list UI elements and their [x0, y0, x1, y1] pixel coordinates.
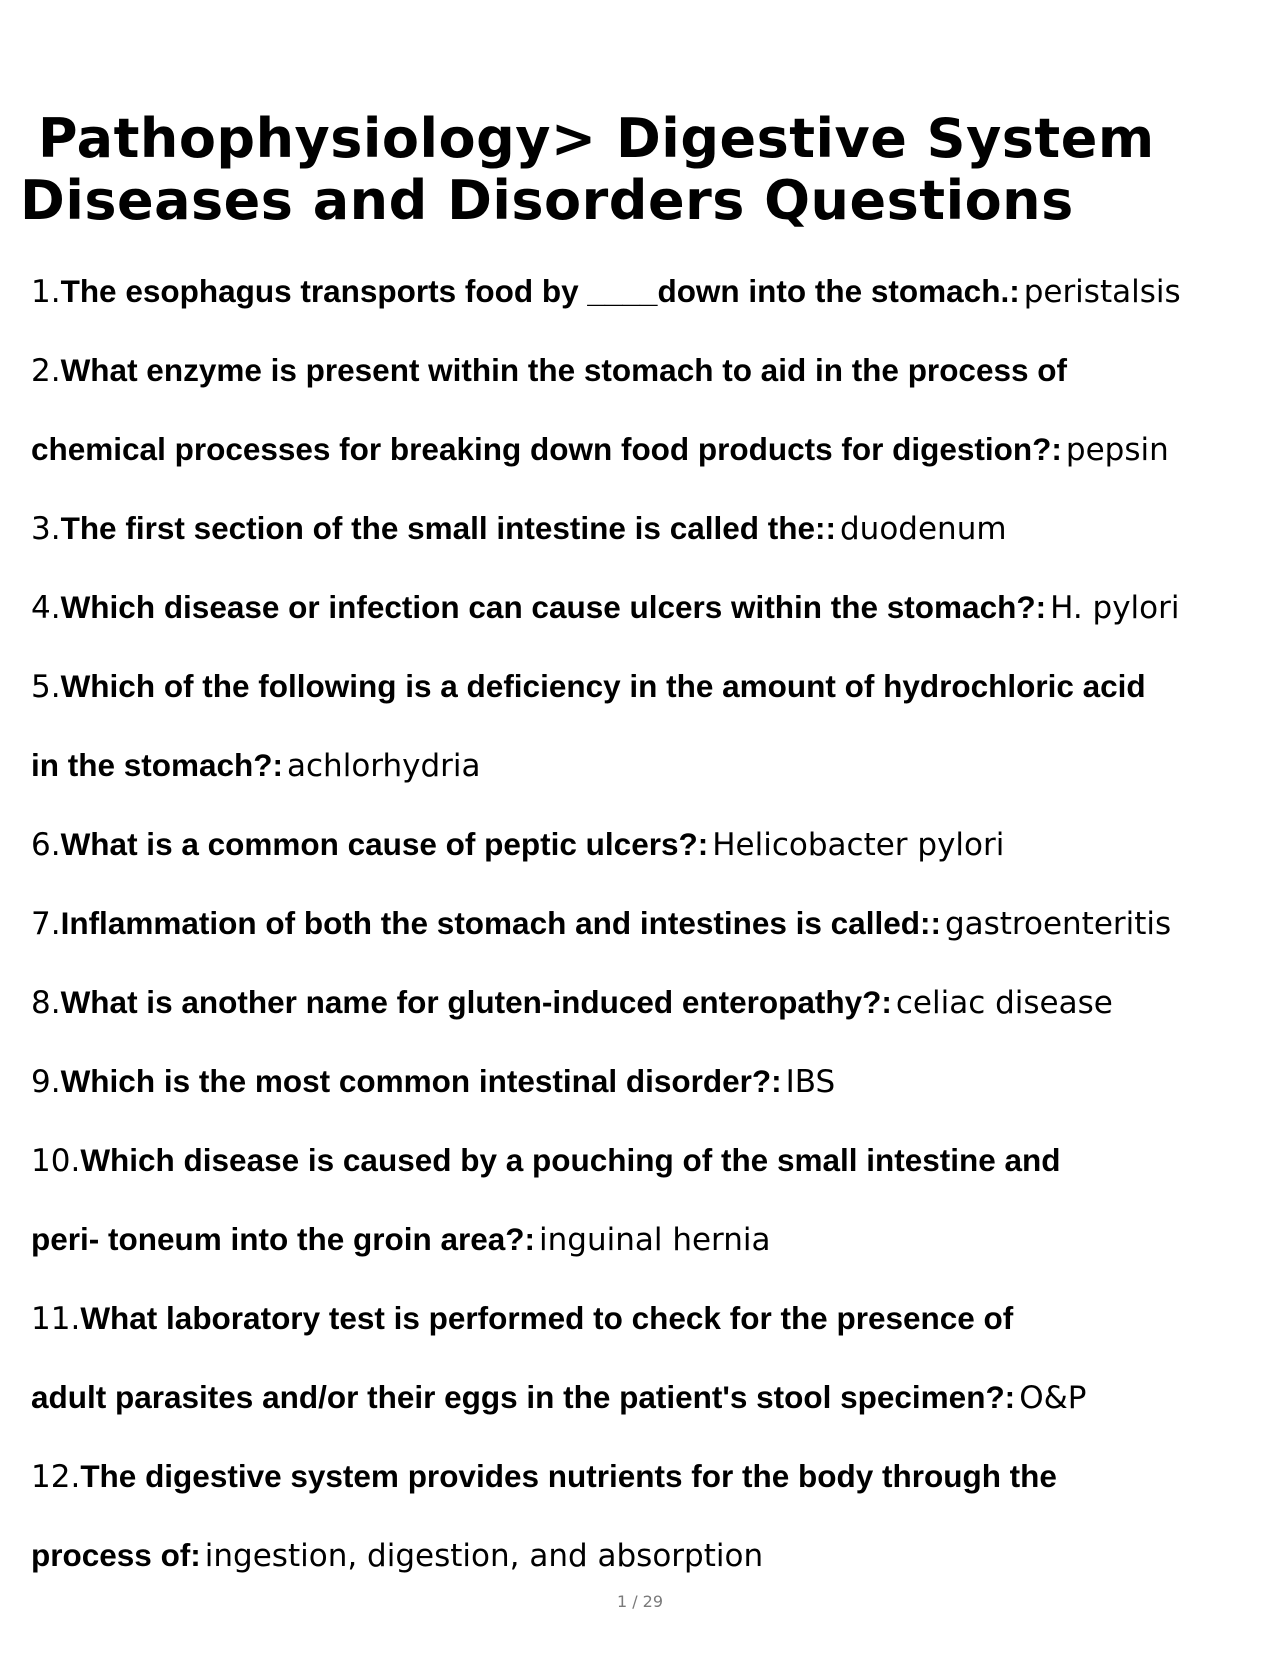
question-number: 9.	[31, 1064, 61, 1100]
answer-text: ingestion, digestion, and absorption	[204, 1538, 764, 1574]
question-text: Which is the most common intestinal disorder?:	[60, 1063, 782, 1099]
question-line-continued	[31, 1372, 1271, 1451]
answer-text: celiac disease	[895, 985, 1113, 1021]
answer-text: Helicobacter pylori	[712, 827, 1005, 863]
question-number: 1.	[31, 274, 61, 310]
question-item	[31, 1135, 1271, 1293]
question-text: The first section of the small intestine is called the::	[60, 510, 836, 546]
question-text: What is a common cause of peptic ulcers?:	[60, 826, 709, 862]
question-number: 5.	[31, 669, 61, 705]
question-item	[31, 819, 1271, 898]
question-text-continued: process of:	[31, 1537, 201, 1573]
question-line	[31, 1451, 1271, 1530]
question-text: The esophagus transports food by ____down into the stomach.:	[60, 273, 1020, 309]
question-number: 4.	[31, 590, 61, 626]
question-line-continued	[31, 740, 1271, 819]
answer-text: IBS	[785, 1064, 836, 1100]
question-text-continued: chemical processes for breaking down food products for digestion?:	[31, 431, 1062, 467]
question-number: 6.	[31, 827, 61, 863]
question-text-continued: peri- toneum into the groin area?:	[31, 1221, 536, 1257]
question-number: 7.	[31, 906, 61, 942]
question-line	[31, 661, 1271, 740]
question-line	[31, 819, 1271, 898]
question-text: What enzyme is present within the stomach to aid in the process of	[60, 352, 1067, 388]
question-line	[31, 1293, 1271, 1372]
question-line	[31, 266, 1271, 345]
title-line-2: Diseases and Disorders Questions	[20, 169, 1074, 232]
question-number: 3.	[31, 511, 61, 547]
title-line-1: Pathophysiology> Digestive System	[38, 107, 1155, 170]
question-text: Which disease is caused by a pouching of the small intestine and	[80, 1142, 1061, 1178]
answer-text: H. pylori	[1050, 590, 1180, 626]
answer-text: peristalsis	[1023, 274, 1181, 310]
question-number: 8.	[31, 985, 61, 1021]
question-line	[31, 898, 1271, 977]
question-list	[31, 266, 1271, 1609]
question-line	[31, 582, 1271, 661]
question-item	[31, 1451, 1271, 1609]
question-line	[31, 345, 1271, 424]
question-text: Which of the following is a deficiency in the amount of hydrochloric acid	[60, 668, 1146, 704]
question-line	[31, 1135, 1271, 1214]
question-number: 10.	[31, 1143, 81, 1179]
question-number: 2.	[31, 353, 61, 389]
question-number: 12.	[31, 1459, 81, 1495]
page-title	[20, 108, 1155, 232]
question-item	[31, 266, 1271, 345]
question-line-continued	[31, 424, 1271, 503]
question-item	[31, 1293, 1271, 1451]
question-text: The digestive system provides nutrients for the body through the	[80, 1458, 1057, 1494]
question-text: What is another name for gluten-induced enteropathy?:	[60, 984, 892, 1020]
question-line	[31, 503, 1271, 582]
question-line	[31, 1056, 1271, 1135]
question-text-continued: in the stomach?:	[31, 747, 284, 783]
answer-text: O&P	[1019, 1380, 1087, 1416]
answer-text: inguinal hernia	[539, 1222, 771, 1258]
question-line	[31, 977, 1271, 1056]
question-item	[31, 503, 1271, 582]
question-line-continued	[31, 1214, 1271, 1293]
question-item	[31, 977, 1271, 1056]
question-item	[31, 1056, 1271, 1135]
answer-text: pepsin	[1065, 432, 1169, 468]
question-item	[31, 898, 1271, 977]
question-text-continued: adult parasites and/or their eggs in the patient's stool specimen?:	[31, 1379, 1016, 1415]
question-item	[31, 582, 1271, 661]
answer-text: achlorhydria	[287, 748, 481, 784]
question-item	[31, 345, 1271, 503]
question-text: Which disease or infection can cause ulcers within the stomach?:	[60, 589, 1047, 625]
question-item	[31, 661, 1271, 819]
question-number: 11.	[31, 1301, 81, 1337]
answer-text: duodenum	[840, 511, 1007, 547]
question-text: Inflammation of both the stomach and intestines is called::	[60, 905, 941, 941]
answer-text: gastroenteritis	[944, 906, 1172, 942]
page-indicator: 1 / 29	[616, 1592, 664, 1611]
question-text: What laboratory test is performed to check for the presence of	[80, 1300, 1014, 1336]
